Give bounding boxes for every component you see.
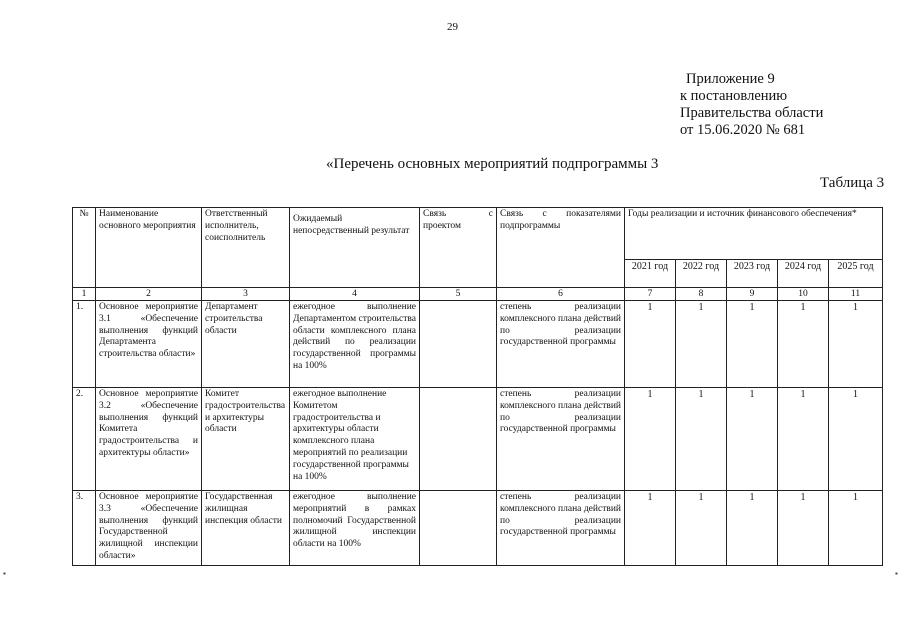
appendix-block bbox=[680, 71, 823, 139]
header-result: Ожидаемый непосредственный результат bbox=[290, 208, 420, 288]
row-measure-name: Основное мероприятие 3.2 «Обеспечение выполнения функций Комитета градостроительства и архитектуры области» bbox=[96, 388, 202, 491]
row-executor: Государственная жилищная инспекция области bbox=[202, 491, 290, 566]
row-measure-name: Основное мероприятие 3.1 «Обеспечение выполнения функций Департамента строительства области» bbox=[96, 301, 202, 388]
scan-mark: ▪ bbox=[895, 569, 898, 578]
column-number: 2 bbox=[96, 288, 202, 301]
header-year: 2021 год bbox=[625, 260, 676, 288]
row-expected-result: ежегодное выполнение мероприятий в рамках полномочий Государственной жилищной инспекции области на 100% bbox=[290, 491, 420, 566]
appendix-line: Правительства области bbox=[680, 105, 824, 121]
row-year-value: 1 bbox=[676, 491, 727, 566]
row-year-value: 1 bbox=[727, 491, 778, 566]
header-row bbox=[73, 208, 883, 260]
column-numbers-row bbox=[73, 288, 883, 301]
row-project-link bbox=[420, 491, 497, 566]
row-year-value: 1 bbox=[778, 491, 829, 566]
row-executor: Департамент строительства области bbox=[202, 301, 290, 388]
row-project-link bbox=[420, 301, 497, 388]
appendix-line: от 15.06.2020 № 681 bbox=[680, 122, 806, 138]
appendix-line: Приложение 9 bbox=[686, 71, 775, 87]
column-number: 10 bbox=[778, 288, 829, 301]
row-measure-name: Основное мероприятие 3.3 «Обеспечение выполнения функций Государственной жилищной инспекции области» bbox=[96, 491, 202, 566]
row-year-value: 1 bbox=[676, 388, 727, 491]
row-expected-result: ежегодное выполнение Комитетом градостроительства и архитектуры области комплексного плана мероприятий по реализации государственной программы на 100% bbox=[290, 388, 420, 491]
table-row bbox=[73, 388, 883, 491]
scan-mark: ▪ bbox=[3, 569, 6, 578]
column-number: 5 bbox=[420, 288, 497, 301]
column-number: 7 bbox=[625, 288, 676, 301]
row-indicator-link: степень реализации комплексного плана действий по реализации государственной программы bbox=[497, 491, 625, 566]
row-year-value: 1 bbox=[625, 301, 676, 388]
column-number: 6 bbox=[497, 288, 625, 301]
document-title: «Перечень основных мероприятий подпрограммы 3 bbox=[326, 156, 659, 172]
table-row bbox=[73, 491, 883, 566]
column-number: 8 bbox=[676, 288, 727, 301]
column-number: 9 bbox=[727, 288, 778, 301]
column-number: 4 bbox=[290, 288, 420, 301]
header-year: 2022 год bbox=[676, 260, 727, 288]
row-year-value: 1 bbox=[625, 491, 676, 566]
row-year-value: 1 bbox=[829, 301, 883, 388]
row-number: 1. bbox=[73, 301, 96, 388]
row-executor: Комитет градостроительства и архитектуры области bbox=[202, 388, 290, 491]
appendix-line: к постановлению bbox=[680, 88, 788, 104]
header-project: Связь с проектом bbox=[420, 208, 497, 288]
row-year-value: 1 bbox=[778, 388, 829, 491]
row-year-value: 1 bbox=[727, 388, 778, 491]
table-label: Таблица 3 bbox=[820, 175, 885, 191]
header-num: № bbox=[73, 208, 96, 288]
row-year-value: 1 bbox=[727, 301, 778, 388]
header-year: 2025 год bbox=[829, 260, 883, 288]
row-project-link bbox=[420, 388, 497, 491]
header-year: 2024 год bbox=[778, 260, 829, 288]
row-indicator-link: степень реализации комплексного плана действий по реализации государственной программы bbox=[497, 388, 625, 491]
column-number: 1 bbox=[73, 288, 96, 301]
row-year-value: 1 bbox=[778, 301, 829, 388]
header-name: Наименование основного мероприятия bbox=[96, 208, 202, 288]
header-executor: Ответственный исполнитель, соисполнитель bbox=[202, 208, 290, 288]
page-number: 29 bbox=[447, 21, 458, 33]
row-year-value: 1 bbox=[676, 301, 727, 388]
row-number: 2. bbox=[73, 388, 96, 491]
column-number: 3 bbox=[202, 288, 290, 301]
table-row bbox=[73, 301, 883, 388]
row-year-value: 1 bbox=[829, 388, 883, 491]
row-indicator-link: степень реализации комплексного плана действий по реализации государственной программы bbox=[497, 301, 625, 388]
header-years-group: Годы реализации и источник финансового обеспечения* bbox=[625, 208, 883, 260]
header-year: 2023 год bbox=[727, 260, 778, 288]
column-number: 11 bbox=[829, 288, 883, 301]
row-number: 3. bbox=[73, 491, 96, 566]
row-year-value: 1 bbox=[829, 491, 883, 566]
row-expected-result: ежегодное выполнение Департаментом строительства области комплексного плана действий по реализации государственной программы на 100% bbox=[290, 301, 420, 388]
row-year-value: 1 bbox=[625, 388, 676, 491]
measures-table bbox=[72, 207, 883, 566]
header-indicators: Связь с показателями подпрограммы bbox=[497, 208, 625, 288]
